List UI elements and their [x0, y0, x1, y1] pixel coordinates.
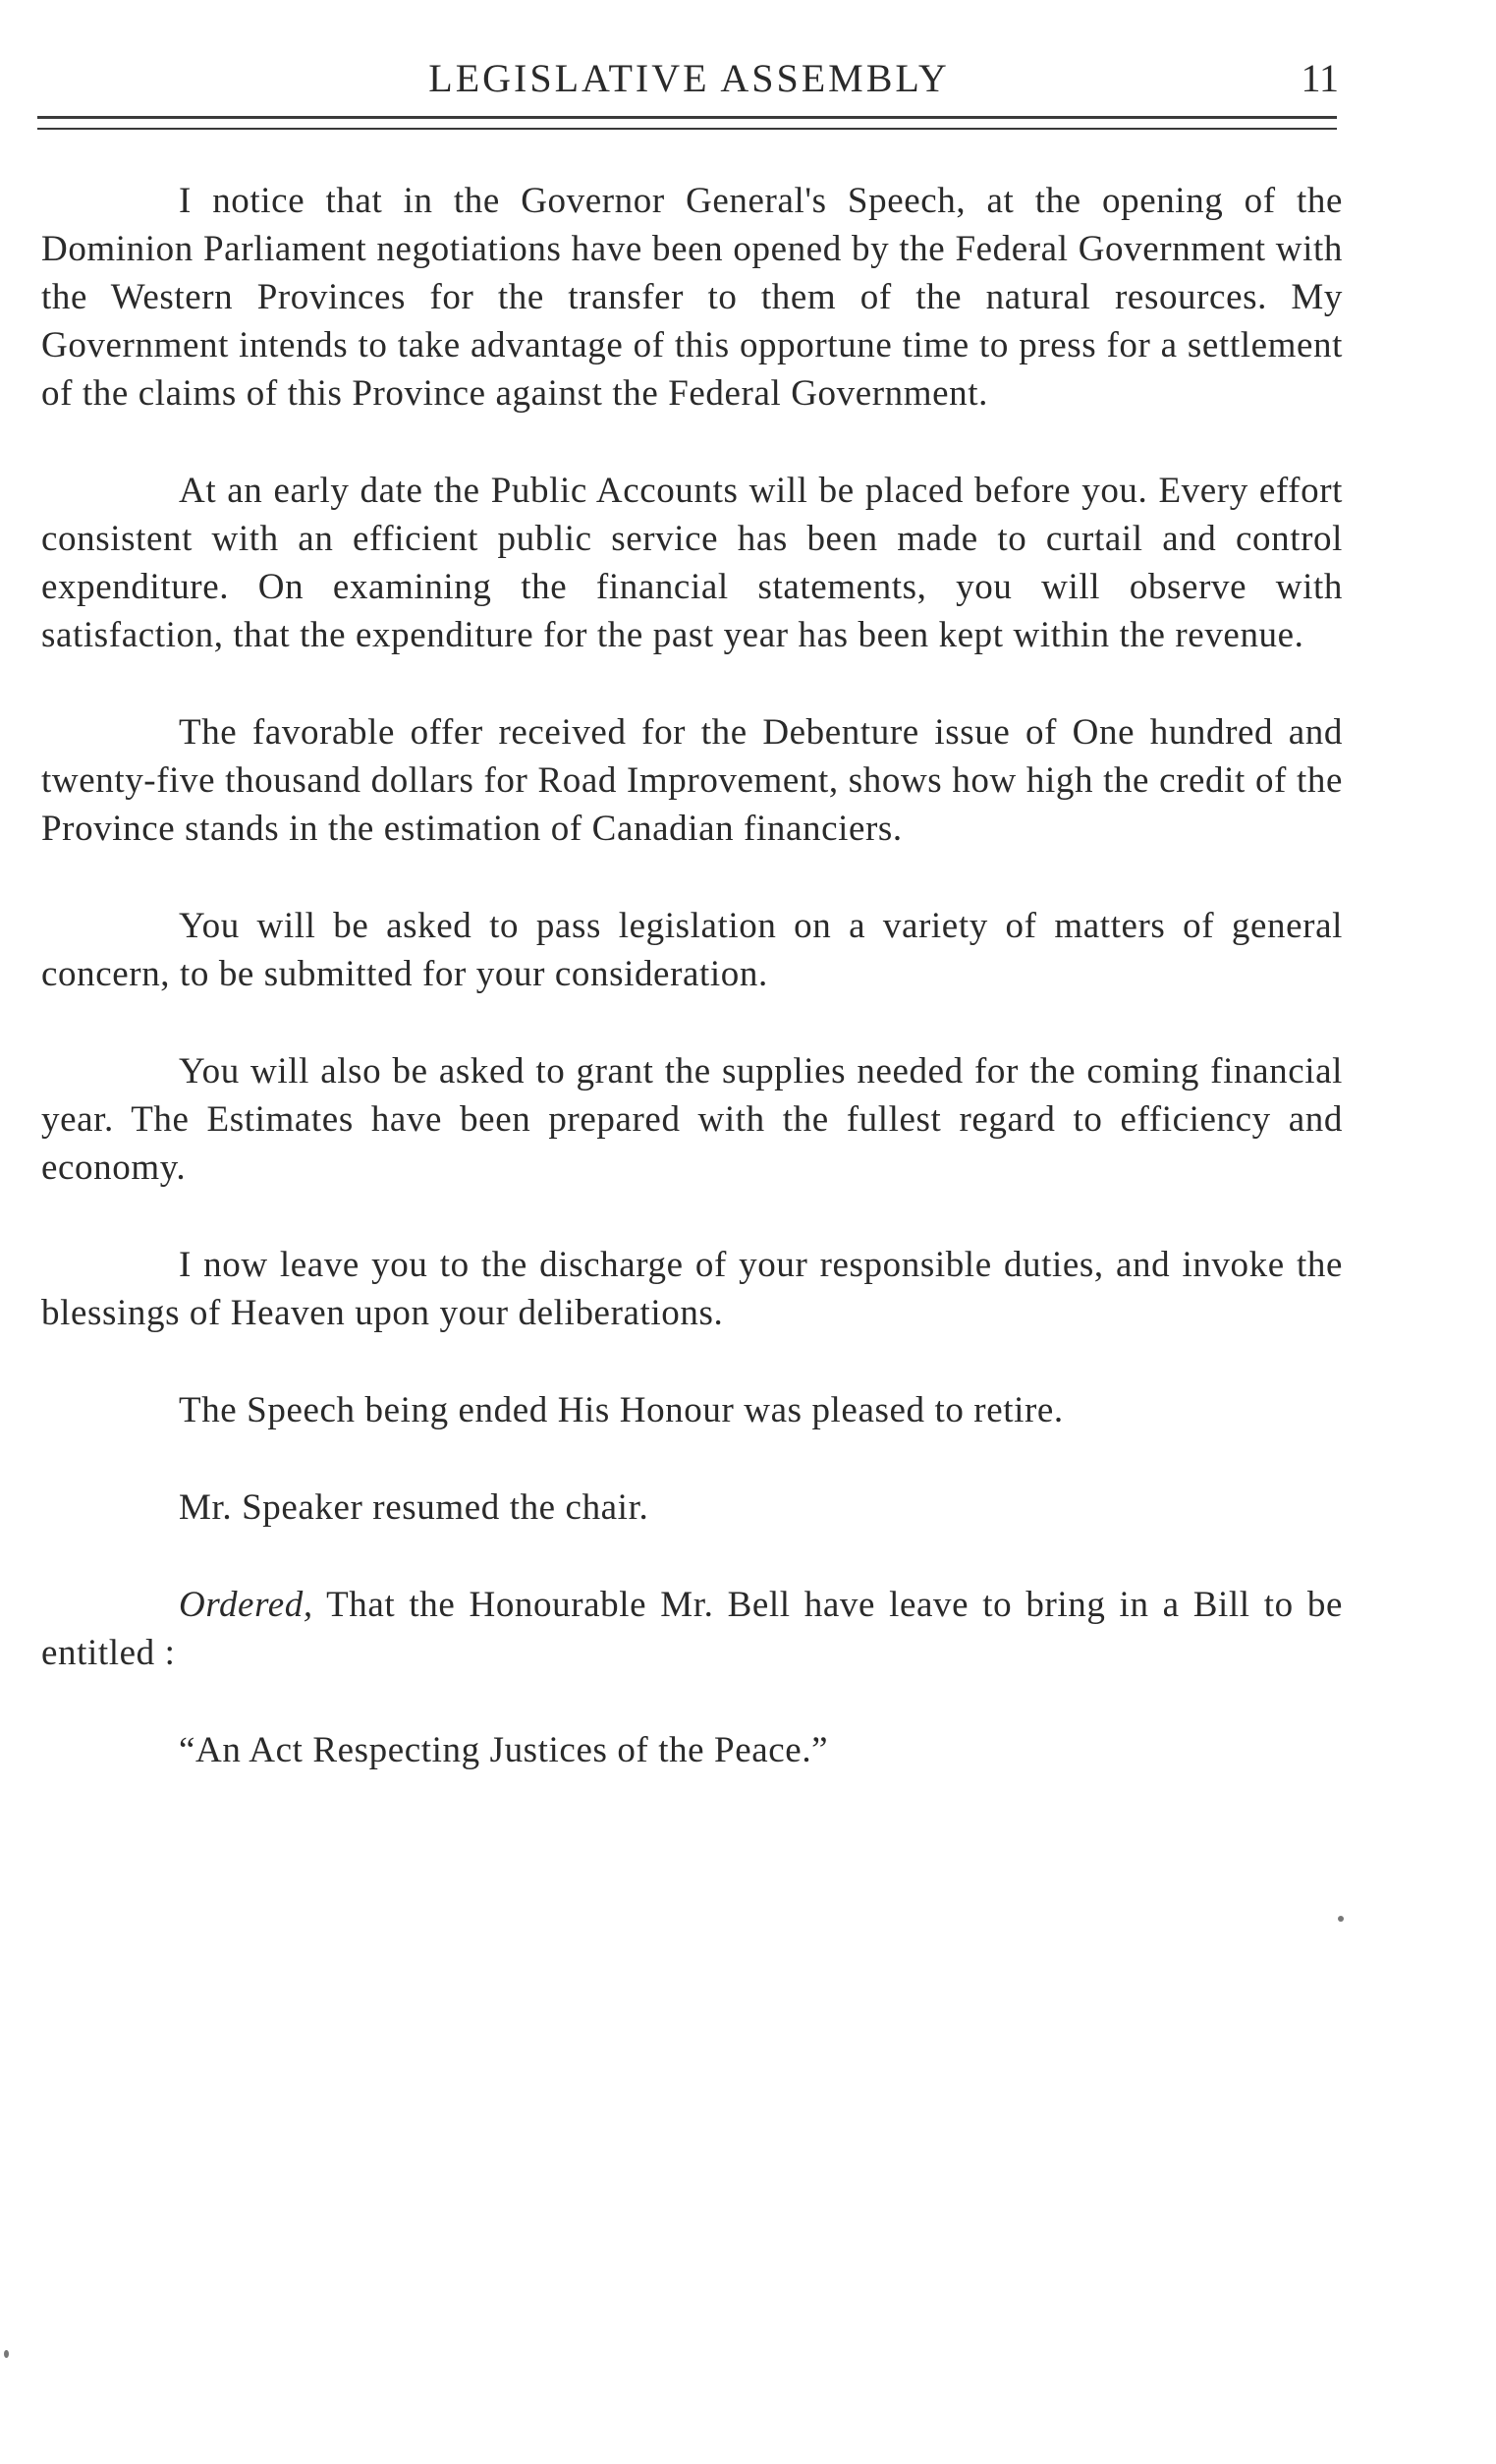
header-rule-top [37, 116, 1337, 119]
header-rule-bottom [37, 128, 1337, 130]
paragraph-legislation: You will be asked to pass legislation on a variety of matters of general concern, to be submitted for your consideration. [41, 906, 1343, 994]
print-speck [4, 2350, 9, 2358]
bill-title: “An Act Respecting Justices of the Peace.” [179, 1730, 829, 1770]
paragraph-ordered [41, 1581, 1343, 1677]
paragraph-public-accounts: At an early date the Public Accounts will be placed before you. Every effort consistent with an efficient public service has been made to curtail and control expenditure. On examining the financial statements, you will observe with satisfaction, that the expenditure for the past year has been kept within the revenue. [41, 471, 1343, 655]
body-text [41, 177, 1343, 1823]
ordered-label: Ordered, [179, 1585, 313, 1625]
paragraph-closing: I now leave you to the discharge of your responsible duties, and invoke the blessings of Heaven upon your deliberations. [41, 1245, 1343, 1333]
running-title: LEGISLATIVE ASSEMBLY [428, 56, 950, 100]
running-head [39, 49, 1339, 108]
paragraph-supplies: You will also be asked to grant the supplies needed for the coming financial year. The Estimates have been prepared with the fullest regard to efficiency and economy. [41, 1051, 1343, 1188]
paragraph-natural-resources: I notice that in the Governor General's Speech, at the opening of the Dominion Parliament negotiations have been opened by the Federal Government with the Western Provinces for the transfer to them of the natural resources. My Government intends to take advantage of this opportune time to press for a settlement of the claims of this Province against the Federal Government. [41, 181, 1343, 414]
paragraph-speech-ended: The Speech being ended His Honour was pleased to retire. [179, 1390, 1064, 1430]
paragraph-debenture-issue: The favorable offer received for the Debenture issue of One hundred and twenty-five thousand dollars for Road Improvement, shows how high the credit of the Province stands in the estimation of Canadian financiers. [41, 712, 1343, 849]
print-speck [1338, 1916, 1344, 1922]
paragraph-speaker-resumed: Mr. Speaker resumed the chair. [179, 1487, 649, 1528]
page-number: 11 [1301, 56, 1339, 100]
ordered-text: That the Honourable Mr. Bell have leave to bring in a Bill to be entitled : [41, 1585, 1343, 1673]
